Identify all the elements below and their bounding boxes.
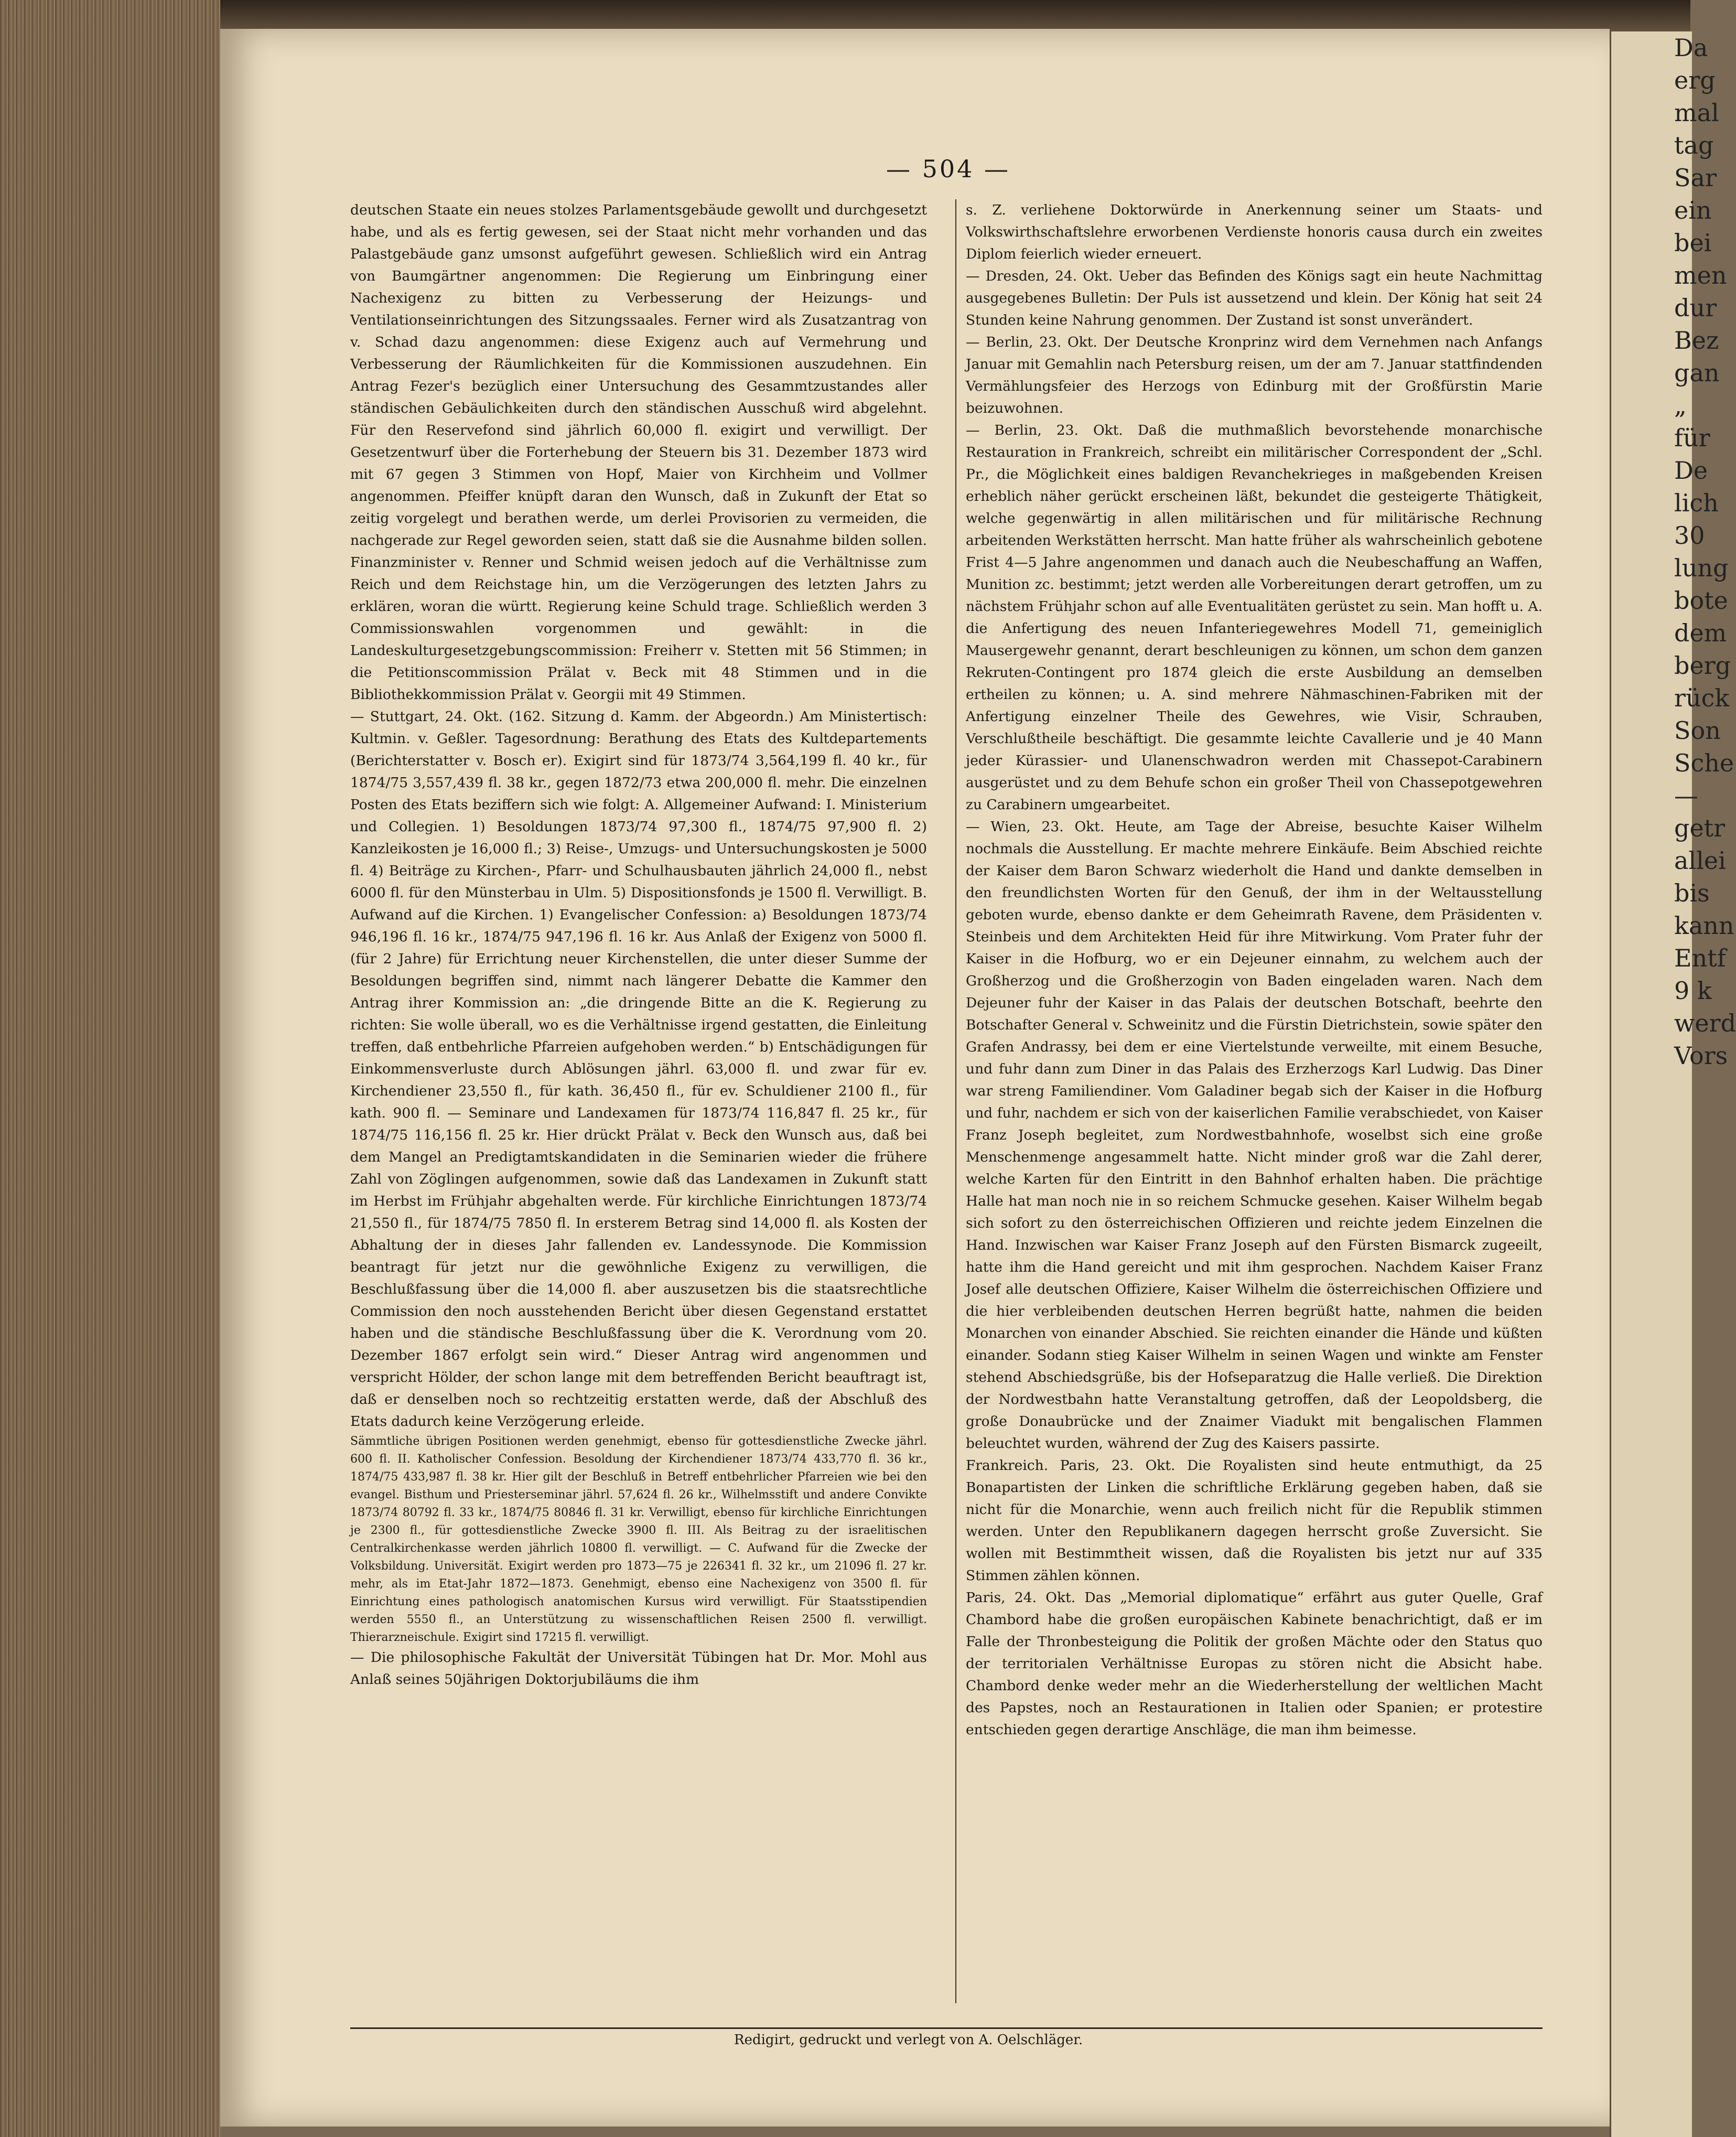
adjacent-page-fragment-text: bei [1674,229,1712,257]
article-paragraph: Frankreich. Paris, 23. Okt. Die Royalisten sind heute entmuthigt, da 25 Bonapartisten der Linken die schriftliche Erklärung gegeben haben, daß sie nicht für die Monarchie, wenn auch freilich nicht für die Republik stimmen werden. Unter den Republikanern dagegen herrscht große Zuversicht. Sie wollen mit Bestimmtheit wissen, daß die Royalisten bis jetzt nur auf 335 Stimmen zählen können. [966,1457,1543,1584]
adjacent-page-fragment-text: Vors [1674,1041,1728,1070]
adjacent-page-fragment-text: Son [1674,716,1721,745]
adjacent-page-fragment-text: Bez [1674,326,1719,355]
book-page-edges [0,0,220,2137]
article-paragraph: — Stuttgart, 24. Okt. (162. Sitzung d. Kamm. der Abgeordn.) Am Ministertisch: Kultmin. v. Geßler. Tagesordnung: Berathung des Etats des Kultdepartements (Berichterstatter v. Bosch er). Exigirt sind für 1873/74 3,564,199 fl. 40 kr., für 1874/75 3,557,439 fl. 38 kr., gegen 1872/73 etwa 200,000 fl. mehr. Die einzelnen Posten des Etats beziffern sich wie folgt: A. Allgemeiner Aufwand: I. Ministerium und Collegien. 1) Besoldungen 1873/74 97,300 fl., 1874/75 97,900 fl. 2) Kanzleikosten je 16,000 fl.; 3) Reise-, Umzugs- und Untersuchungskosten je 5000 fl. 4) Beiträge zu Kirchen-, Pfarr- und Schulhausbauten jährlich 24,000 fl., nebst 6000 fl. für den Münsterbau in Ulm. 5) Dispositionsfonds je 1500 fl. Verwilligt. B. Aufwand auf die Kirchen. 1) Evangelischer Confession: a) Besoldungen 1873/74 946,196 fl. 16 kr., 1874/75 947,196 fl. 16 kr. Aus Anlaß der Exigenz von 5000 fl. (für 2 Jahre) für Errichtung neuer Kirchenstellen, die unter dieser Summe der Besoldungen begriffen sind, nimmt nach längerer Debatte die Kammer den Antrag ihrer Kommission an: „die dringende Bitte an die K. Regierung zu richten: Sie wolle überall, wo es die Verhältnisse irgend gestatten, die Einleitung treffen, daß entbehrliche Pfarreien aufgehoben werden.“ b) Entschädigungen für Einkommensverluste durch Ablösungen jährl. 63,000 fl. und zwar für ev. Kirchendiener 23,550 fl., für kath. 36,450 fl., für ev. Schuldiener 2100 fl., für kath. 900 fl. — Seminare und Landexamen für 1873/74 116,847 fl. 25 kr., für 1874/75 116,156 fl. 25 kr. Hier drückt Prälat v. Beck den Wunsch aus, daß bei dem Mangel an Predigtamtskandidaten in die Seminarien wieder die frühere Zahl von Zöglingen aufgenommen, sowie daß das Landexamen in Zukunft statt im Herbst im Frühjahr abgehalten werde. Für kirchliche Einrichtungen 1873/74 21,550 fl., für 1874/75 7850 fl. In ersterem Betrag sind 14,000 fl. als Kosten der Abhaltung der in dieses Jahr fallenden ev. Landessynode. Die Kommission beantragt für jetzt nur die gewöhnliche Exigenz zu verwilligen, die Beschlußfassung über die 14,000 fl. aber auszusetzen bis die staatsrechtliche Commission den noch ausstehenden Bericht über diesen Gegenstand erstattet haben und die ständische Beschlußfassung über die K. Verordnung vom 20. Dezember 1867 erfolgt sein wird.“ Dieser Antrag wird angenommen und verspricht Hölder, der schon lange mit dem betreffenden Bericht beauftragt ist, daß er denselben noch so rechtzeitig erstatten werde, daß der Abschluß des Etats dadurch keine Verzögerung erleide. [350,708,927,1430]
imprint-divider [350,2027,1543,2029]
adjacent-page-fragment-text: tag [1674,131,1714,159]
adjacent-page-fragment-text: „ [1674,391,1687,420]
article-paragraph: Paris, 24. Okt. Das „Memorial diplomatique“ erfährt aus guter Quelle, Graf Chambord habe die großen europäischen Kabinete benachrichtigt, daß er im Falle der Thronbesteigung die Politik der großen Mächte oder den Status quo der territorialen Verhältnisse Europas zu stören nicht die Absicht habe. Chambord denke weder mehr an die Wiederherstellung der weltlichen Macht des Papstes, noch an Restaurationen in Italien oder Spanien; er protestire entschieden gegen derartige Anschläge, die man ihm beimesse. [966,1590,1543,1738]
adjacent-page-fragment-text: werd [1674,1009,1736,1037]
adjacent-page-fragment-text: Entf [1674,944,1726,972]
adjacent-page-fragment-text: 30 [1674,521,1705,550]
article-paragraph: — Berlin, 23. Okt. Daß die muthmaßlich bevorstehende monarchische Restauration in Frankreich, schreibt ein militärischer Correspondent der „Schl. Pr., die Möglichkeit eines baldigen Revanchekrieges in maßgebenden Kreisen erheblich näher gerückt erscheinen läßt, bekundet die gesteigerte Thätigkeit, welche gegenwärtig in allen militärischen und für militärische Rechnung arbeitenden Werkstätten herrscht. Man hatte früher als wahrscheinlich gebotene Frist 4—5 Jahre angenommen und danach auch die Neubeschaffung an Waffen, Munition zc. bestimmt; jetzt werden alle Vorbereitungen derart getroffen, um zu nächstem Frühjahr schon auf alle Eventualitäten gerüstet zu sein. Man hofft u. A. die Anfertigung des neuen Infanteriegewehres Modell 71, gemeiniglich Mausergewehr genannt, derart beschleunigen zu können, um schon dem ganzen Rekruten-Contingent pro 1874 gleich die erste Ausbildung an demselben ertheilen zu können; u. A. sind mehrere Nähmaschinen-Fabriken mit der Anfertigung einzelner Theile des Gewehres, wie Visir, Schrauben, Verschlußtheile beschäftigt. Die gesammte leichte Cavallerie und je 40 Mann jeder Kürassier- und Ulanenschwadron werden mit Chassepot-Carabinern ausgerüstet und zu dem Behufe schon ein großer Theil von Chassepotgewehren zu Carabinern umgearbeitet. [966,422,1543,813]
adjacent-page-fragment-text: allei [1674,846,1726,875]
imprint-line: Redigirt, gedruckt und verlegt von A. Oelschläger. [734,2032,1083,2048]
column-divider [955,199,956,2003]
adjacent-page-fragment-text: kann [1674,911,1734,940]
adjacent-page-fragment-text: bis [1674,879,1710,907]
adjacent-page-fragment-text: ein [1674,196,1712,224]
adjacent-page-fragment-text: men [1674,261,1727,289]
adjacent-page-fragment-text: lung [1674,554,1729,582]
adjacent-page-fragment-text: 9 k [1674,976,1712,1005]
adjacent-page-fragment-text: getr [1674,814,1726,842]
article-paragraph: — Berlin, 23. Okt. Der Deutsche Kronprinz wird dem Vernehmen nach Anfangs Januar mit Gemahlin nach Petersburg reisen, um der am 7. Januar stattfindenden Vermählungsfeier des Herzogs von Edinburg mit der Großfürstin Marie beizuwohnen. [966,334,1543,416]
article-paragraph-small: Sämmtliche übrigen Positionen werden genehmigt, ebenso für gottesdienstliche Zwecke jährl. 600 fl. II. Katholischer Confession. Besoldung der Kirchendiener 1873/74 433,770 fl. 36 kr., 1874/75 433,987 fl. 38 kr. Hier gilt der Beschluß in Betreff entbehrlicher Pfarreien wie bei den evangel. Bisthum und Priesterseminar jährl. 57,624 fl. 26 kr., Wilhelmsstift und andere Convikte 1873/74 80792 fl. 33 kr., 1874/75 80846 fl. 31 kr. Verwilligt, ebenso für kirchliche Einrichtungen je 2300 fl., für gottesdienstliche Zwecke 3900 fl. III. Als Beitrag zu der israelitischen Centralkirchenkasse werden jährlich 10800 fl. verwilligt. — C. Aufwand für die Zwecke der Volksbildung. Universität. Exigirt werden pro 1873—75 je 226341 fl. 32 kr., um 21096 fl. 27 kr. mehr, als im Etat-Jahr 1872—1873. Genehmigt, ebenso eine Nachexigenz von 3500 fl. für Einrichtung eines pathologisch anatomischen Kursus wird verwilligt. Für Staatsstipendien werden 5550 fl., an Unterstützung zu wissenschaftlichen Reisen 2500 fl. verwilligt. Thierarzneischule. Exigirt sind 17215 fl. verwilligt. [350,1435,927,1644]
adjacent-page-fragment-text: Da [1674,34,1708,62]
adjacent-page-fragment [1610,31,1736,2137]
article-paragraph: — Wien, 23. Okt. Heute, am Tage der Abreise, besuchte Kaiser Wilhelm nochmals die Ausstellung. Er machte mehrere Einkäufe. Beim Abschied reichte der Kaiser dem Baron Schwarz wiederholt die Hand und dankte demselben in den freundlichsten Worten für den Genuß, der ihm in der Weltausstellung geboten wurde, ebenso dankte er dem Geheimrath Ravene, dem Präsidenten v. Steinbeis und dem Architekten Heid für ihre Mitwirkung. Vom Prater fuhr der Kaiser in die Hofburg, wo er ein Dejeuner einnahm, zu welchem auch der Großherzog und die Großherzogin von Baden eingeladen waren. Nach dem Dejeuner fuhr der Kaiser in das Palais der deutschen Botschaft, beehrte den Botschafter General v. Schweinitz und die Fürstin Dietrichstein, sowie später den Grafen Andrassy, bei dem er eine Viertelstunde verweilte, mit einem Besuche, und fuhr dann zum Diner in das Palais des Erzherzogs Karl Ludwig. Das Diner war streng Familiendiner. Vom Galadiner begab sich der Kaiser in die Hofburg und fuhr, nachdem er sich von der kaiserlichen Familie verabschiedet, von Kaiser Franz Joseph begleitet, zum Nordwestbahnhofe, woselbst sich eine große Menschenmenge angesammelt hatte. Nicht minder groß war die Zahl derer, welche Karten für den Eintritt in den Bahnhof erhalten haben. Die prächtige Halle hat man noch nie in so reichem Schmucke gesehen. Kaiser Wilhelm begab sich sofort zu den österreichischen Offizieren und reichte jedem Einzelnen die Hand. Inzwischen war Kaiser Franz Joseph auf den Fürsten Bismarck zugeeilt, hatte ihm die Hand gereicht und mit ihm gesprochen. Nachdem Kaiser Franz Josef alle deutschen Offiziere, Kaiser Wilhelm die österreichischen Offiziere und die hier verbleibenden deutschen Herren begrüßt hatte, nahmen die beiden Monarchen von einander Abschied. Sie reichten einander die Hände und küßten einander. Sodann stieg Kaiser Wilhelm in seinen Wagen und winkte am Fenster stehend Abschiedsgrüße, bis der Hofseparatzug die Halle verließ. Die Direktion der Nordwestbahn hatte Veranstaltung getroffen, daß der Leopoldsberg, die große Donaubrücke und der Znaimer Viadukt mit bengalischen Flammen beleuchtet wurden, während der Zug des Kaisers passirte. [966,819,1543,1452]
right-column [966,199,1543,1741]
article-paragraph: — Die philosophische Fakultät der Universität Tübingen hat Dr. Mor. Mohl aus Anlaß seines 50jährigen Doktorjubiläums die ihm [350,1649,927,1688]
left-column [350,199,927,1691]
adjacent-page-fragment-text: für [1674,424,1710,452]
adjacent-page-fragment-text: berg [1674,651,1731,680]
adjacent-page-fragment-text: lich [1674,489,1719,517]
article-paragraph: s. Z. verliehene Doktorwürde in Anerkennung seiner um Staats- und Volkswirthschaftslehre erworbenen Verdienste honoris causa durch ein zweites Diplom feierlich wieder erneuert. [966,202,1543,262]
adjacent-page-fragment-text: — [1674,781,1698,810]
adjacent-page-fragment-text: De [1674,456,1708,485]
adjacent-page-fragment-text: gan [1674,359,1720,387]
page-number: — 504 — [886,155,1011,183]
adjacent-page-fragment-text: mal [1674,99,1719,127]
adjacent-page-fragment-text: dem [1674,619,1727,647]
adjacent-page-fragment-text: Sche [1674,749,1734,777]
adjacent-page-fragment-text: erg [1674,66,1716,94]
article-paragraph: — Dresden, 24. Okt. Ueber das Befinden des Königs sagt ein heute Nachmittag ausgegebenes Bulletin: Der Puls ist aussetzend und klein. Der König hat seit 24 Stunden keine Nahrung genommen. Der Zustand ist sonst unverändert. [966,268,1543,328]
adjacent-page-fragment-text: bote [1674,586,1728,615]
adjacent-page-fragment-text: dur [1674,294,1717,322]
adjacent-page-fragment-text: Sar [1674,164,1717,192]
adjacent-page-fragment-text: rück [1674,684,1730,712]
article-paragraph: deutschen Staate ein neues stolzes Parlamentsgebäude gewollt und durchgesetzt habe, und als es fertig gewesen, sei der Staat nicht mehr vorhanden und das Palastgebäude ganz umsonst aufgeführt gewesen. Schließlich wird ein Antrag von Baumgärtner angenommen: Die Regierung um Einbringung einer Nachexigenz zu bitten zu Verbesserung der Heizungs- und Ventilationseinrichtungen des Sitzungssaales. Ferner wird als Zusatzantrag von v. Schad dazu angenommen: diese Exigenz auch auf Vermehrung und Verbesserung der Räumlichkeiten für die Kommissionen auszudehnen. Ein Antrag Fezer's bezüglich einer Untersuchung des Gesammtzustandes aller ständischen Gebäulichkeiten durch den ständischen Ausschuß wird abgelehnt. Für den Reservefond sind jährlich 60,000 fl. exigirt und verwilligt. Der Gesetzentwurf über die Forterhebung der Steuern bis 31. Dezember 1873 wird mit 67 gegen 3 Stimmen von Hopf, Maier von Kirchheim und Vollmer angenommen. Pfeiffer knüpft daran den Wunsch, daß in Zukunft der Etat so zeitig vorgelegt und berathen werde, um derlei Provisorien zu vermeiden, die nachgerade zur Regel geworden seien, statt daß sie die Ausnahme bilden sollen. Finanzminister v. Renner und Schmid weisen jedoch auf die Verhältnisse zum Reich und dem Reichstage hin, um die Verzögerungen des letzten Jahrs zu erklären, woran die württ. Regierung keine Schuld trage. Schließlich werden 3 Commissionswahlen vorgenommen und gewählt: in die Landeskulturgesetzgebungscommission: Freiherr v. Stetten mit 56 Stimmen; in die Petitionscommission Prälat v. Beck mit 48 Stimmen und in die Bibliothekkommission Prälat v. Georgii mit 49 Stimmen. [350,202,927,703]
